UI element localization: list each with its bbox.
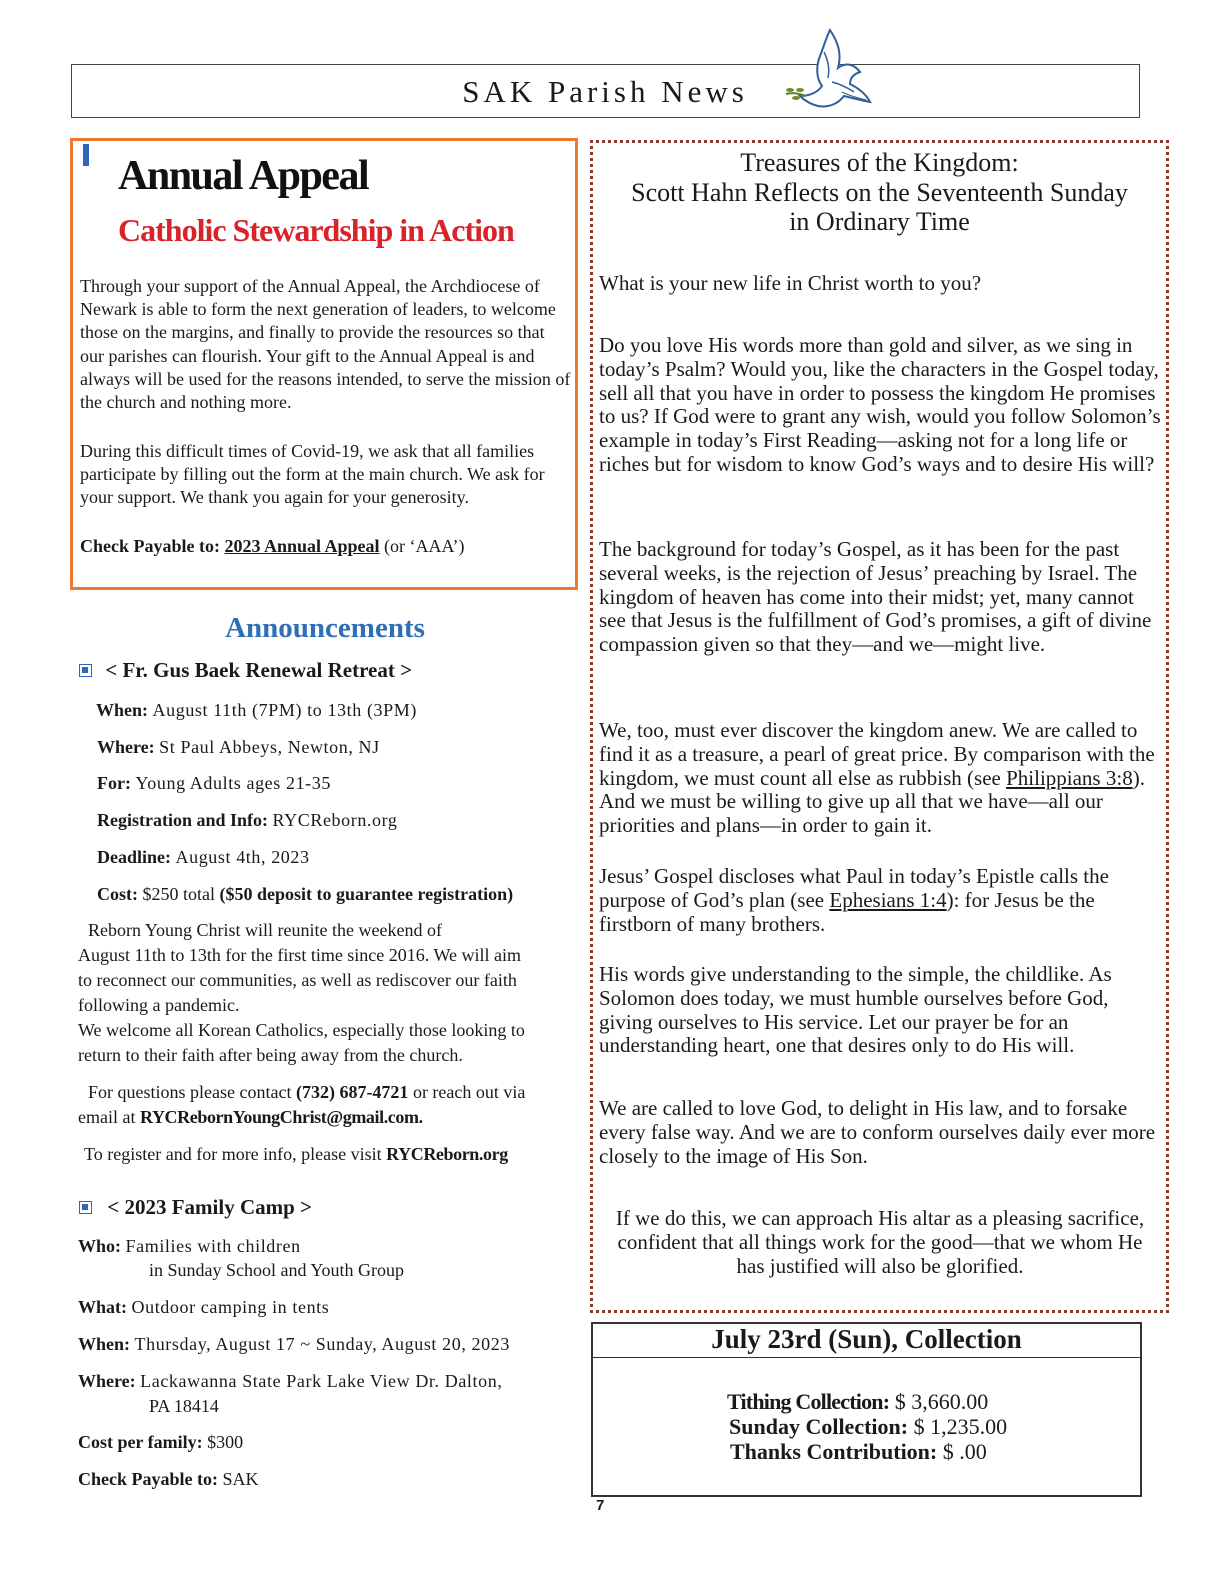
check-suffix: (or ‘AAA’) bbox=[384, 536, 465, 556]
retreat-registration: Registration and Info: RYCReborn.org bbox=[97, 810, 398, 830]
retreat-where: Where: St Paul Abbeys, Newton, NJ bbox=[97, 737, 380, 757]
appeal-paragraph: During this difficult times of Covid-19, we ask that all families participate by filling out the form at the main church. We ask for your support. We thank you again for your generosity. bbox=[80, 441, 545, 508]
retreat-when: When: August 11th (7PM) to 13th (3PM) bbox=[96, 700, 417, 720]
retreat-description: return to their faith after being away from the church. bbox=[78, 1045, 463, 1065]
retreat-description: We welcome all Korean Catholics, especially those looking to bbox=[78, 1020, 525, 1040]
reflection-paragraph: Jesus’ Gospel discloses what Paul in today’s Epistle calls the purpose of God’s plan (see Ephesians 1:4): for Jesus be the firstborn of many brothers. bbox=[599, 864, 1109, 936]
thanks-contribution: Thanks Contribution: $ .00 bbox=[730, 1439, 987, 1464]
checkbox-icon bbox=[79, 1201, 92, 1214]
camp-where: Where: Lackawanna State Park Lake View Dr. Dalton, bbox=[78, 1371, 503, 1391]
newsletter-title: SAK Parish News bbox=[462, 74, 748, 109]
reflection-paragraph: Do you love His words more than gold and silver, as we sing in today’s Psalm? Would you, like the characters in the Gospel today, sell all that you have in order to possess the kingdom He promises to us? If God were to grant any wish, would you follow Solomon’s example in today’s First Reading—asking not for a long life or riches but for wisdom to know God’s ways and to desire His will? bbox=[599, 333, 1161, 476]
dove-icon bbox=[780, 22, 880, 122]
retreat-description: following a pandemic. bbox=[78, 995, 240, 1015]
reflection-paragraph: If we do this, we can approach His altar as a pleasing sacrifice, confident that all things work for the good—that we whom He has justified will also be glorified. bbox=[615, 1206, 1145, 1278]
accent-bar bbox=[83, 144, 89, 166]
retreat-contact: For questions please contact (732) 687-4721 or reach out via bbox=[88, 1082, 526, 1102]
camp-who-continued: in Sunday School and Youth Group bbox=[149, 1260, 405, 1280]
ephesians-link[interactable]: Ephesians 1:4 bbox=[829, 887, 947, 912]
camp-who: Who: Families with children bbox=[78, 1236, 301, 1256]
retreat-for: For: Young Adults ages 21-35 bbox=[97, 773, 331, 793]
reflection-paragraph: His words give understanding to the simple, the childlike. As Solomon does today, we must humble ourselves before God, giving ourselves to His service. Let our prayer be for an understanding heart, one that desires only to do His will. bbox=[599, 962, 1112, 1058]
reflection-paragraph: What is your new life in Christ worth to you? bbox=[599, 271, 982, 295]
retreat-description: to reconnect our communities, as well as rediscover our faith bbox=[78, 970, 517, 990]
camp-when: When: Thursday, August 17 ~ Sunday, August 20, 2023 bbox=[78, 1334, 510, 1354]
reflection-paragraph: The background for today’s Gospel, as it has been for the past several weeks, is the rejection of Jesus’ preaching by Israel. The kingdom of heaven has come into their midst; yet, many cannot see that Jesus is the fulfillment of God’s promises, a gift of divine compassion given so that they—and we—might live. bbox=[599, 537, 1152, 657]
announcements-title: Announcements bbox=[225, 612, 425, 644]
page-number: 7 bbox=[596, 1497, 605, 1514]
philippians-link[interactable]: Philippians 3:8 bbox=[1006, 765, 1133, 790]
appeal-title: Annual Appeal bbox=[118, 153, 369, 199]
sunday-collection: Sunday Collection: $ 1,235.00 bbox=[729, 1414, 1008, 1439]
reflection-paragraph: We are called to love God, to delight in His law, and to forsake every false way. And we are to conform ourselves daily ever more closely to the image of His Son. bbox=[599, 1096, 1156, 1168]
divider bbox=[593, 1357, 1140, 1358]
reflection-title: Treasures of the Kingdom: Scott Hahn Reflects on the Seventeenth Sunday in Ordinary Time bbox=[631, 148, 1128, 236]
check-label: Check Payable to: bbox=[80, 536, 220, 556]
reflection-paragraph: We, too, must ever discover the kingdom anew. We are called to find it as a treasure, a pearl of great price. By comparison with the kingdom, we must count all else as rubbish (see Philippians 3:8). And we must be willing to give up all that we have—all our priorities and plans—in order to gain it. bbox=[599, 718, 1155, 838]
retreat-deadline: Deadline: August 4th, 2023 bbox=[97, 847, 310, 867]
retreat-heading: < Fr. Gus Baek Renewal Retreat > bbox=[79, 658, 412, 683]
appeal-subtitle: Catholic Stewardship in Action bbox=[118, 212, 514, 248]
tithing-collection: Tithing Collection: $ 3,660.00 bbox=[727, 1389, 989, 1414]
camp-where-continued: PA 18414 bbox=[149, 1396, 219, 1416]
collection-title: July 23rd (Sun), Collection bbox=[711, 1324, 1022, 1354]
appeal-paragraph: Through your support of the Annual Appeal, the Archdiocese of Newark is able to form the next generation of leaders, to welcome those on the margins, and finally to provide the resources so that our parishes can flourish. Your gift to the Annual Appeal is and always will be used for the reasons intended, to serve the mission of the church and nothing more. bbox=[80, 276, 571, 413]
retreat-cost: Cost: $250 total ($50 deposit to guarantee registration) bbox=[97, 884, 514, 904]
retreat-description: August 11th to 13th for the first time since 2016. We will aim bbox=[78, 945, 521, 965]
camp-heading: < 2023 Family Camp > bbox=[79, 1195, 312, 1220]
camp-check-payable: Check Payable to: SAK bbox=[78, 1469, 259, 1489]
checkbox-icon bbox=[79, 664, 92, 677]
check-value: 2023 Annual Appeal bbox=[224, 536, 380, 556]
retreat-description: Reborn Young Christ will reunite the weekend of bbox=[88, 920, 442, 940]
camp-cost: Cost per family: $300 bbox=[78, 1432, 244, 1452]
camp-what: What: Outdoor camping in tents bbox=[78, 1297, 330, 1317]
retreat-register: To register and for more info, please visit RYCReborn.org bbox=[84, 1144, 508, 1164]
retreat-contact-email: email at RYCRebornYoungChrist@gmail.com. bbox=[78, 1107, 423, 1127]
appeal-check-payable bbox=[80, 536, 465, 557]
